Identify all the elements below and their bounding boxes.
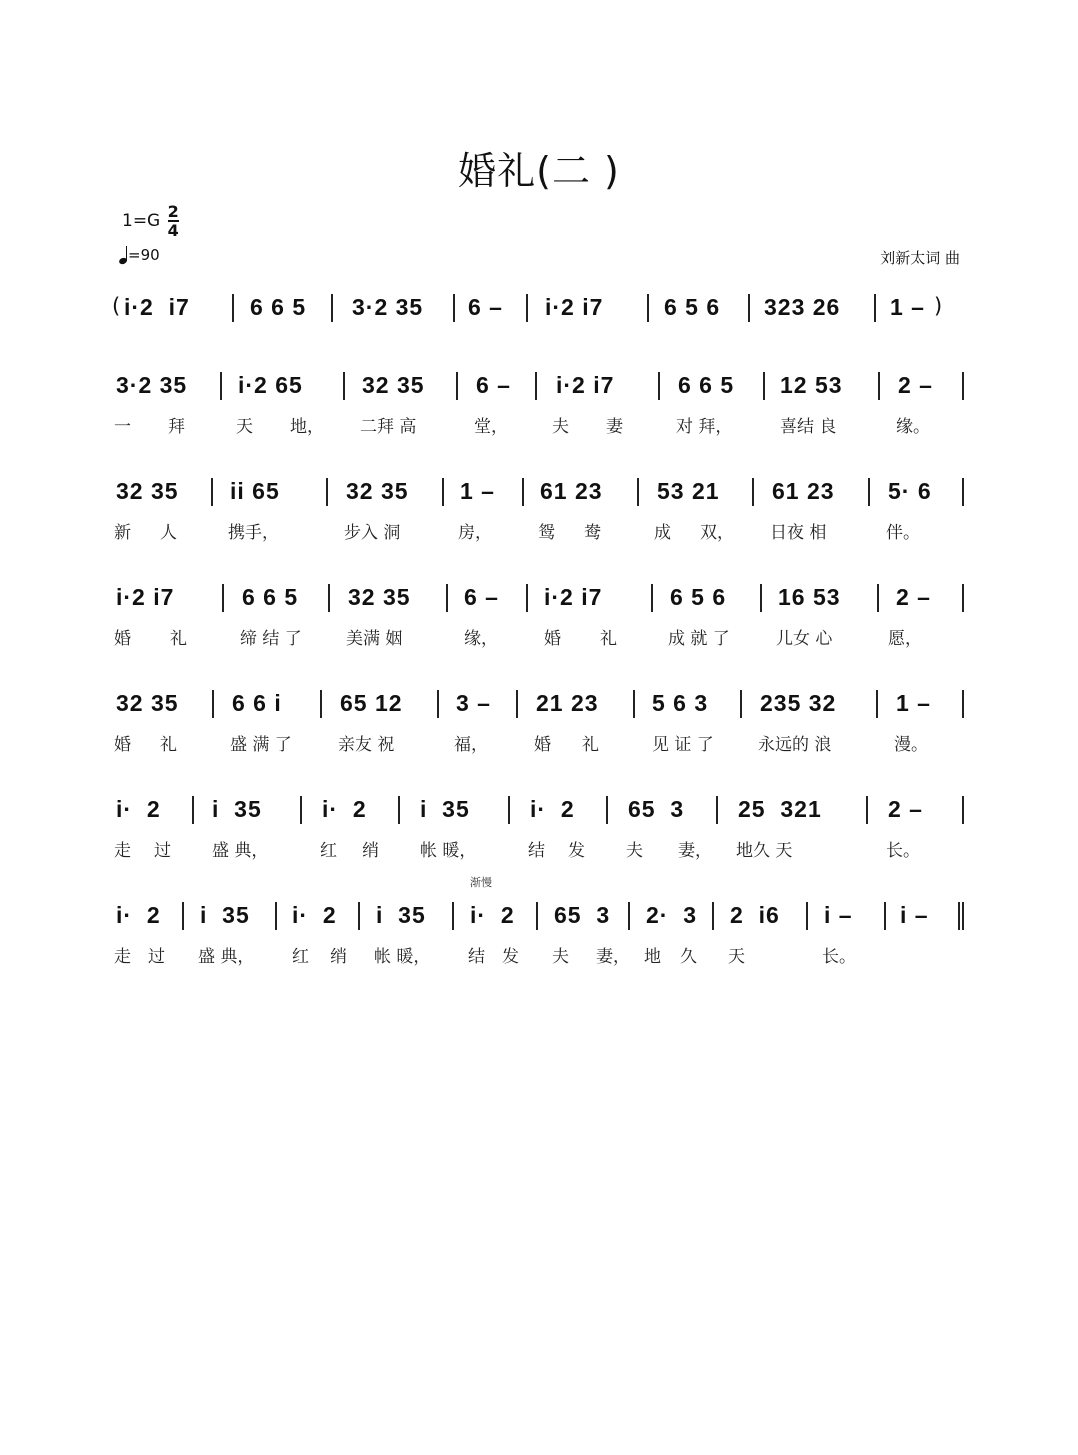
- measure: 12 53: [780, 372, 843, 398]
- lyric: 久: [680, 947, 697, 967]
- measure: ii 65: [230, 478, 280, 504]
- measure: 65 12: [340, 690, 403, 716]
- barline: [328, 584, 330, 612]
- barline: [446, 584, 448, 612]
- lyric: 红: [320, 841, 337, 861]
- lyric: 走: [114, 841, 131, 861]
- measure: 25 321: [738, 796, 822, 822]
- measure: 3 –: [456, 690, 491, 716]
- lyric: 地，: [290, 417, 324, 437]
- lyric: 礼: [582, 735, 599, 755]
- barline: [658, 372, 660, 400]
- barline: [526, 584, 528, 612]
- lyric: 结: [468, 947, 485, 967]
- lyric: 妻，: [596, 947, 630, 967]
- measure: 2 –: [896, 584, 931, 610]
- lyric: 发: [568, 841, 585, 861]
- staff-line-5: [112, 682, 968, 772]
- measure: i· 2: [116, 796, 161, 822]
- measure: 65 3: [628, 796, 685, 822]
- lyric: 天: [236, 417, 253, 437]
- open-paren: (: [112, 294, 121, 318]
- lyric: 成 就 了: [668, 629, 730, 649]
- barline: [633, 690, 635, 718]
- barline: [508, 796, 510, 824]
- lyric: 盛 满 了: [230, 735, 292, 755]
- lyric: 鸳: [538, 523, 555, 543]
- lyric: 喜结 良: [780, 417, 837, 437]
- measure: 6 –: [468, 294, 503, 320]
- barline: [516, 690, 518, 718]
- barline: [651, 584, 653, 612]
- barline: [300, 796, 302, 824]
- barline: [874, 294, 876, 322]
- measure: 5 6 3: [652, 690, 709, 716]
- lyric: 鸯: [584, 523, 601, 543]
- barline: [716, 796, 718, 824]
- lyric: 红: [292, 947, 309, 967]
- lyric: 礼: [160, 735, 177, 755]
- measure: 2 –: [888, 796, 923, 822]
- barline: [536, 902, 538, 930]
- quarter-note-icon: [118, 246, 128, 264]
- lyric: 结: [528, 841, 545, 861]
- measure: i· 2: [322, 796, 367, 822]
- lyric: 福，: [454, 735, 488, 755]
- key-label: 1=G: [122, 211, 161, 231]
- measure: 65 3: [554, 902, 611, 928]
- lyric: 夫: [552, 947, 569, 967]
- barline: [884, 902, 886, 930]
- lyric: 长。: [822, 947, 856, 967]
- barline: [437, 690, 439, 718]
- lyric: 礼: [170, 629, 187, 649]
- measure: 6 –: [464, 584, 499, 610]
- lyric: 过: [148, 947, 165, 967]
- barline: [628, 902, 630, 930]
- barline: [763, 372, 765, 400]
- lyric: 缔 结 了: [240, 629, 302, 649]
- barline: [320, 690, 322, 718]
- measure: i· 2: [292, 902, 337, 928]
- measure: 61 23: [772, 478, 835, 504]
- barline: [878, 372, 880, 400]
- lyric: 盛 典，: [198, 947, 255, 967]
- lyric: 走: [114, 947, 131, 967]
- measure: i· 2: [116, 902, 161, 928]
- lyric: 绡: [330, 947, 347, 967]
- lyric: 妻: [606, 417, 623, 437]
- barline: [868, 478, 870, 506]
- lyric: 缘，: [464, 629, 498, 649]
- barline: [192, 796, 194, 824]
- staff-line-4: [112, 576, 968, 666]
- barline: [326, 478, 328, 506]
- barline: [647, 294, 649, 322]
- measure: i·2 i7: [124, 294, 190, 320]
- lyric: 帐 暖，: [374, 947, 431, 967]
- time-numerator: 2: [167, 202, 179, 221]
- barline: [522, 478, 524, 506]
- lyric: 人: [160, 523, 177, 543]
- lyric: 成: [654, 523, 671, 543]
- measure: 1 –: [896, 690, 931, 716]
- lyric: 婚: [114, 629, 131, 649]
- barline: [866, 796, 868, 824]
- measure: 3·2 35: [352, 294, 424, 320]
- measure: 32 35: [346, 478, 409, 504]
- measure: 6 6 5: [678, 372, 735, 398]
- measure: i·2 i7: [545, 294, 604, 320]
- measure: 32 35: [116, 690, 179, 716]
- measure: i 35: [200, 902, 250, 928]
- lyric: 步入 洞: [344, 523, 401, 543]
- measure: i·2 i7: [116, 584, 175, 610]
- lyric: 绡: [362, 841, 379, 861]
- measure: 6 6 5: [242, 584, 299, 610]
- barline: [748, 294, 750, 322]
- lyric: 地久 天: [736, 841, 793, 861]
- barline: [526, 294, 528, 322]
- measure: 6 5 6: [670, 584, 727, 610]
- barline: [220, 372, 222, 400]
- barline: [182, 902, 184, 930]
- expression-marking: 渐慢: [470, 876, 492, 889]
- barline: [637, 478, 639, 506]
- lyric: 携手，: [228, 523, 279, 543]
- credit: 刘新太词 曲: [880, 249, 960, 267]
- lyric: 礼: [600, 629, 617, 649]
- lyric: 美满 姻: [346, 629, 403, 649]
- measure: i· 2: [530, 796, 575, 822]
- barline: [877, 584, 879, 612]
- lyric: 过: [154, 841, 171, 861]
- time-signature: [168, 203, 179, 239]
- barline: [212, 690, 214, 718]
- lyric: 地: [644, 947, 661, 967]
- barline: [962, 584, 964, 612]
- barline: [453, 294, 455, 322]
- barline: [275, 902, 277, 930]
- key-signature: [122, 203, 179, 239]
- measure: 61 23: [540, 478, 603, 504]
- barline: [358, 902, 360, 930]
- measure: 53 21: [657, 478, 720, 504]
- measure: 2· 3: [646, 902, 698, 928]
- barline: [452, 902, 454, 930]
- barline: [442, 478, 444, 506]
- measure: 32 35: [348, 584, 411, 610]
- barline: [876, 690, 878, 718]
- time-denominator: 4: [167, 221, 179, 240]
- measure: 21 23: [536, 690, 599, 716]
- barline: [211, 478, 213, 506]
- lyric: 夫: [552, 417, 569, 437]
- barline: [962, 478, 964, 506]
- measure: 2 –: [898, 372, 933, 398]
- measure: 5· 6: [888, 478, 932, 504]
- measure: i 35: [420, 796, 470, 822]
- measure: i·2 i7: [556, 372, 615, 398]
- barline: [222, 584, 224, 612]
- barline: [606, 796, 608, 824]
- measure: 2 i6: [730, 902, 780, 928]
- lyric: 漫。: [894, 735, 928, 755]
- barline: [806, 902, 808, 930]
- staff-line-3: [112, 470, 968, 560]
- barline: [962, 796, 964, 824]
- barline: [535, 372, 537, 400]
- barline: [232, 294, 234, 322]
- score-title: 婚礼(二 ): [458, 149, 620, 193]
- staff-line-7: [112, 876, 968, 984]
- tempo-value: =90: [128, 246, 160, 264]
- measure: 6 5 6: [664, 294, 721, 320]
- barline: [343, 372, 345, 400]
- lyric: 见 证 了: [652, 735, 714, 755]
- lyric: 儿女 心: [776, 629, 833, 649]
- tempo-marking: [118, 246, 160, 264]
- barline: [398, 796, 400, 824]
- lyric: 缘。: [896, 417, 930, 437]
- measure: i –: [824, 902, 853, 928]
- measure: 3·2 35: [116, 372, 188, 398]
- barline: [760, 584, 762, 612]
- lyric: 夫: [626, 841, 643, 861]
- measure: 32 35: [362, 372, 425, 398]
- lyric: 堂，: [474, 417, 508, 437]
- measure: 323 26: [764, 294, 841, 320]
- lyric: 婚: [544, 629, 561, 649]
- lyric: 盛 典，: [212, 841, 269, 861]
- measure: i 35: [212, 796, 262, 822]
- lyric: 发: [502, 947, 519, 967]
- measure: i· 2: [470, 902, 515, 928]
- measure: 32 35: [116, 478, 179, 504]
- lyric: 日夜 相: [770, 523, 827, 543]
- lyric: 愿，: [888, 629, 922, 649]
- lyric: 拜: [168, 417, 185, 437]
- close-paren: ): [934, 294, 943, 318]
- measure: 1 –: [890, 294, 925, 320]
- lyric: 长。: [886, 841, 920, 861]
- measure: i 35: [376, 902, 426, 928]
- lyric: 伴。: [886, 523, 920, 543]
- lyric: 永远的 浪: [758, 735, 832, 755]
- measure: 16 53: [778, 584, 841, 610]
- measure: i –: [900, 902, 929, 928]
- lyric: 双，: [700, 523, 734, 543]
- staff-line-6: [112, 788, 968, 878]
- lyric: 婚: [534, 735, 551, 755]
- measure: 6 6 i: [232, 690, 282, 716]
- measure: 6 –: [476, 372, 511, 398]
- barline: [712, 902, 714, 930]
- measure: i·2 i7: [544, 584, 603, 610]
- staff-line-1: [112, 286, 968, 376]
- measure: 235 32: [760, 690, 837, 716]
- barline: [962, 372, 964, 400]
- barline: [331, 294, 333, 322]
- barline: [752, 478, 754, 506]
- staff-line-2: [112, 364, 968, 454]
- lyric: 一: [114, 417, 131, 437]
- lyric: 对 拜，: [676, 417, 733, 437]
- lyric: 房，: [458, 523, 492, 543]
- barline: [456, 372, 458, 400]
- lyric: 亲友 祝: [338, 735, 395, 755]
- lyric: 帐 暖，: [420, 841, 477, 861]
- lyric: 新: [114, 523, 131, 543]
- measure: 1 –: [460, 478, 495, 504]
- measure: 6 6 5: [250, 294, 307, 320]
- lyric: 天: [728, 947, 745, 967]
- final-barline: [958, 902, 960, 930]
- lyric: 妻，: [678, 841, 712, 861]
- measure: i·2 65: [238, 372, 303, 398]
- barline: [740, 690, 742, 718]
- barline: [962, 690, 964, 718]
- lyric: 婚: [114, 735, 131, 755]
- lyric: 二拜 高: [360, 417, 417, 437]
